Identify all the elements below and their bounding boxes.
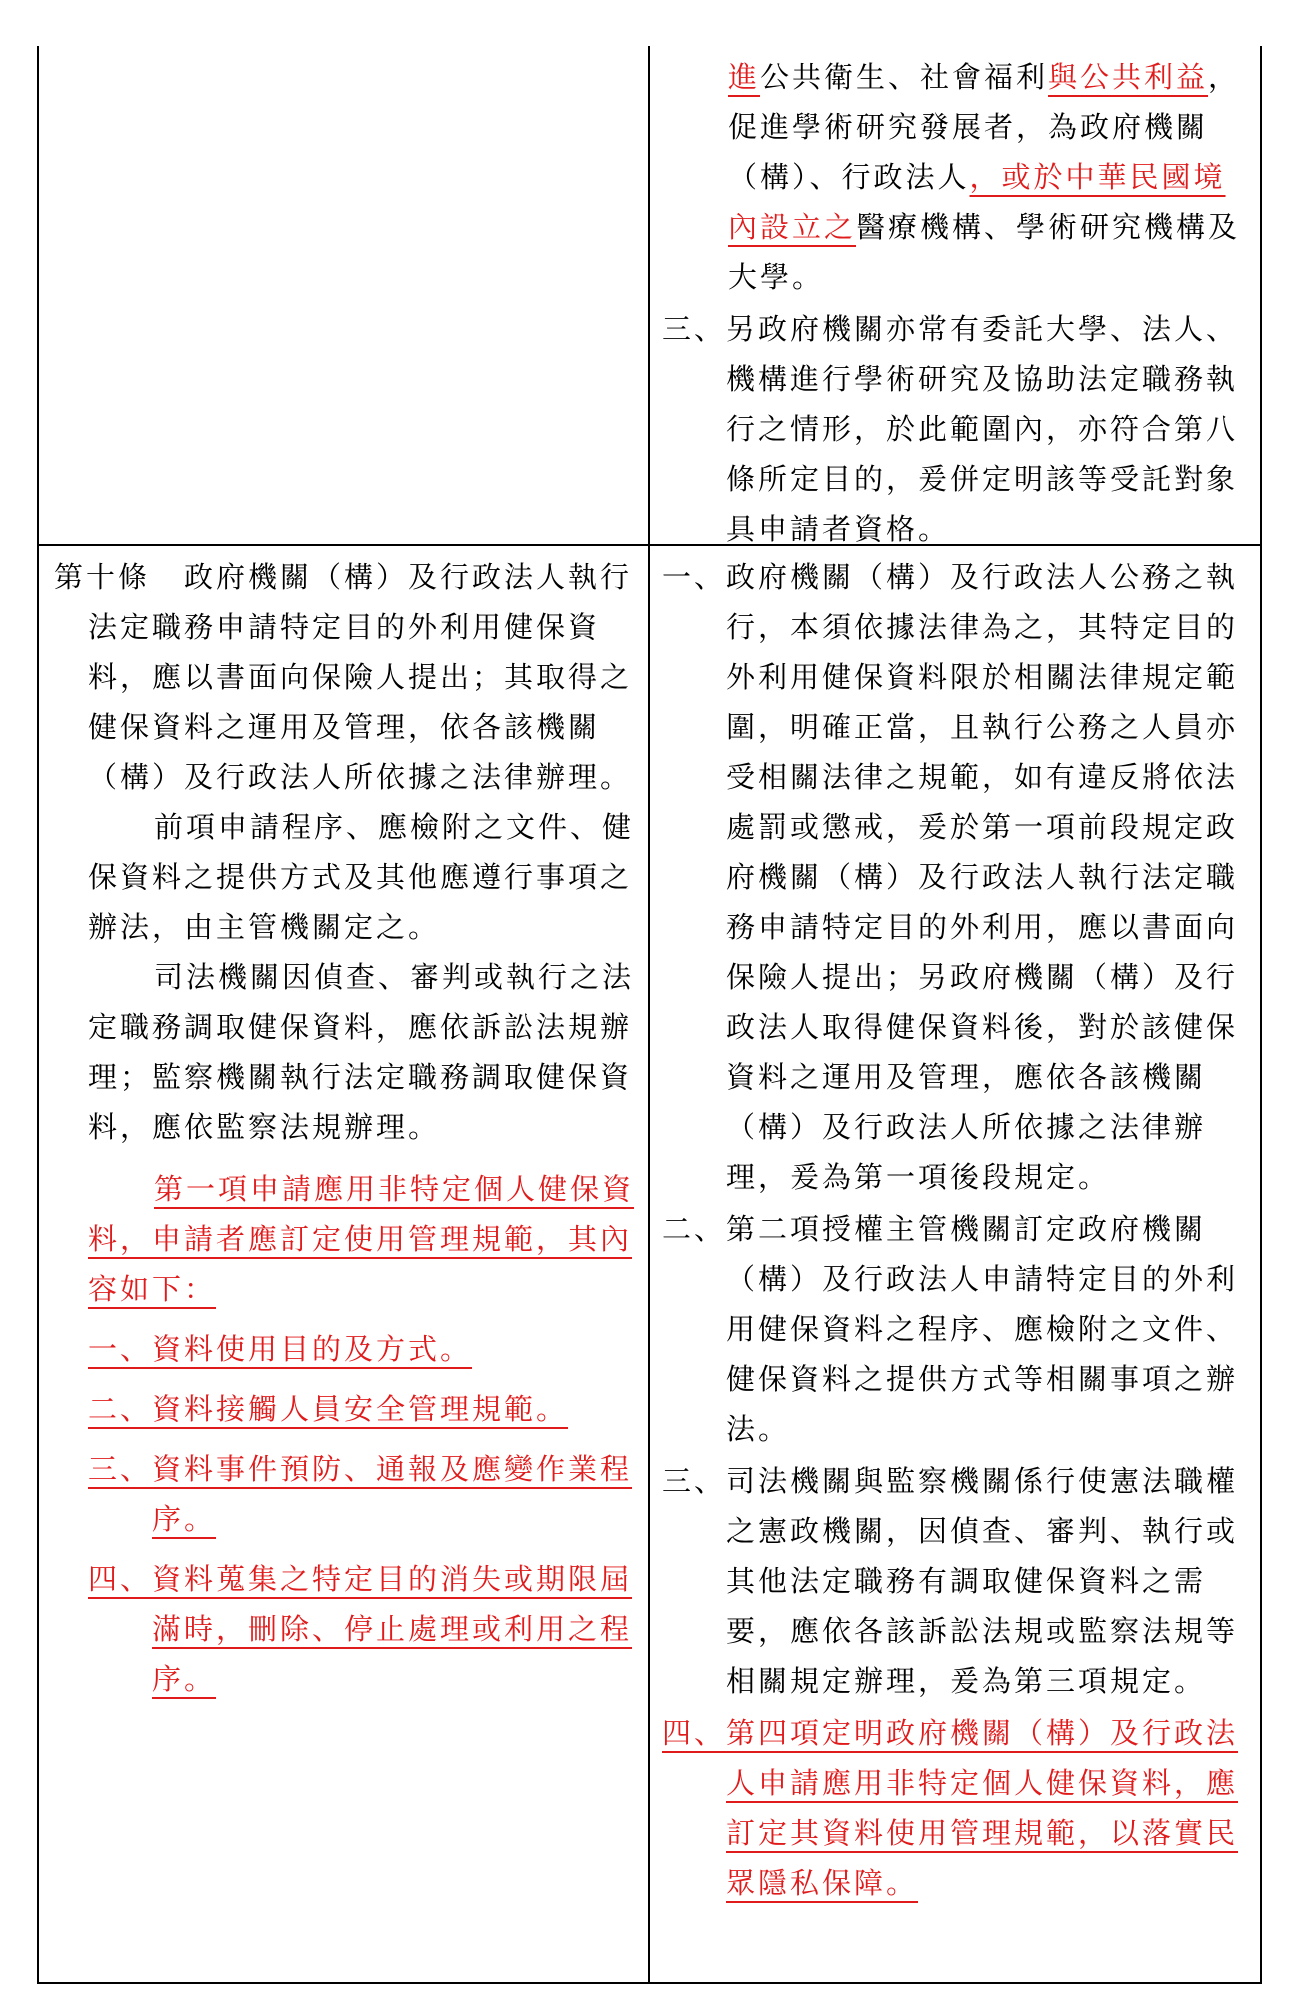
text-segment: 醫療機構、學術研究機構及: [856, 210, 1241, 244]
article-item-list: [54, 1324, 640, 1704]
item-text: 第四項定明政府機關（構）及行政法人申請應用非特定個人健保資料，應訂定其資料使用管理規範，以落實民眾隱私保障。: [726, 1716, 1239, 1900]
continued-line: [728, 102, 1254, 152]
item-number: 一、: [88, 1332, 153, 1366]
item-number: 三、: [662, 312, 727, 346]
item-text: 另政府機關亦常有委託大學、法人、機構進行學術研究及協助法定職務執行之情形，於此範圍內，亦符合第八條所定目的，爰併定明該等受託對象具申請者資格。: [726, 312, 1239, 546]
item-text: 資料接觸人員安全管理規範。: [152, 1392, 569, 1426]
item-number: 三、: [88, 1452, 153, 1486]
item-number: 四、: [662, 1716, 727, 1750]
empty-left-cell: [40, 46, 648, 544]
text-segment: ，: [1208, 60, 1241, 94]
item-text: 資料使用目的及方式。: [152, 1332, 473, 1366]
item-number: 二、: [88, 1392, 153, 1426]
continued-line: [728, 252, 1254, 302]
table-left-border: [37, 46, 39, 1984]
article-10-cell: [40, 548, 648, 1704]
amended-text: 與公共利益: [1048, 60, 1209, 94]
explanation-item-2: [662, 1204, 1254, 1454]
continued-line: [728, 52, 1254, 102]
continued-text: [662, 52, 1254, 302]
article-paragraph-4-amendment: 第一項申請應用非特定個人健保資料，申請者應訂定使用管理規範，其內容如下：: [88, 1172, 635, 1306]
table-bottom-border: [37, 1982, 1262, 1984]
explanation-item-3-previous: [662, 304, 1254, 554]
continued-line: [728, 152, 1254, 202]
previous-explanation-cell: [652, 46, 1260, 544]
item-number: 四、: [88, 1562, 153, 1596]
item-text: 資料蒐集之特定目的消失或期限屆滿時，刪除、停止處理或利用之程序。: [152, 1562, 633, 1696]
article-heading: 第十條: [54, 560, 151, 594]
item-text: 司法機關與監察機關係行使憲法職權之憲政機關，因偵查、審判、執行或其他法定職務有調取健保資料之需要，應依各該訴訟法規或監察法規等相關規定辦理，爰為第三項規定。: [726, 1464, 1239, 1698]
article-paragraph-2: 前項申請程序、應檢附之文件、健保資料之提供方式及其他應遵行事項之辦法，由主管機關定之。: [88, 810, 635, 944]
article-paragraph-1: 第十條 政府機關（構）及行政法人執行法定職務申請特定目的外利用健保資料，應以書面向保險人提出；其取得之健保資料之運用及管理，依各該機關（構）及行政法人所依據之法律辦理。: [54, 560, 633, 794]
item-number: 三、: [662, 1464, 727, 1498]
item-text: 資料事件預防、通報及應變作業程序。: [152, 1452, 633, 1536]
text-segment: 大學。: [728, 260, 825, 294]
article-item: [88, 1324, 640, 1374]
text-segment: （構）、行政法人: [728, 160, 970, 194]
explanation-item-4: [662, 1708, 1254, 1908]
explanation-item-3: [662, 1456, 1254, 1706]
continued-line: [728, 202, 1254, 252]
item-text: 第二項授權主管機關訂定政府機關（構）及行政法人申請特定目的外利用健保資料之程序、應檢附之文件、健保資料之提供方式等相關事項之辦法。: [726, 1212, 1239, 1446]
table-middle-border: [648, 46, 650, 1984]
article-paragraph-3: 司法機關因偵查、審判或執行之法定職務調取健保資料，應依訴訟法規辦理；監察機關執行法定職務調取健保資料，應依監察法規辦理。: [88, 960, 635, 1144]
article-item: [88, 1554, 640, 1704]
item-number: 二、: [662, 1212, 727, 1246]
article-item: [88, 1384, 640, 1434]
text-segment: 促進學術研究發展者，為政府機關: [728, 110, 1209, 144]
item-text: 政府機關（構）及行政法人公務之執行，本須依據法律為之，其特定目的外利用健保資料限於相關法律規定範圍，明確正當，且執行公務之人員亦受相關法律之規範，如有違反將依法處罰或懲戒，爰於第一項前段規定政府機關（構）及行政法人執行法定職務申請特定目的外利用，應以書面向保險人提出；另政府機關（構）及行政法人取得健保資料後，對於該健保資料之運用及管理，應依各該機關（構）及行政法人所依據之法律辦理，爰為第一項後段規定。: [726, 560, 1239, 1194]
amended-text: ，或於中華民國境: [969, 160, 1226, 194]
amended-text: 進: [728, 60, 761, 94]
item-number: 一、: [662, 560, 727, 594]
table-right-border: [1260, 46, 1262, 1984]
amended-text: 內設立之: [728, 210, 857, 244]
text-segment: 公共衛生、社會福利: [760, 60, 1049, 94]
explanation-list: [662, 552, 1254, 1908]
explanation-cell: [652, 548, 1260, 1908]
article-item: [88, 1444, 640, 1544]
explanation-item-1: [662, 552, 1254, 1202]
